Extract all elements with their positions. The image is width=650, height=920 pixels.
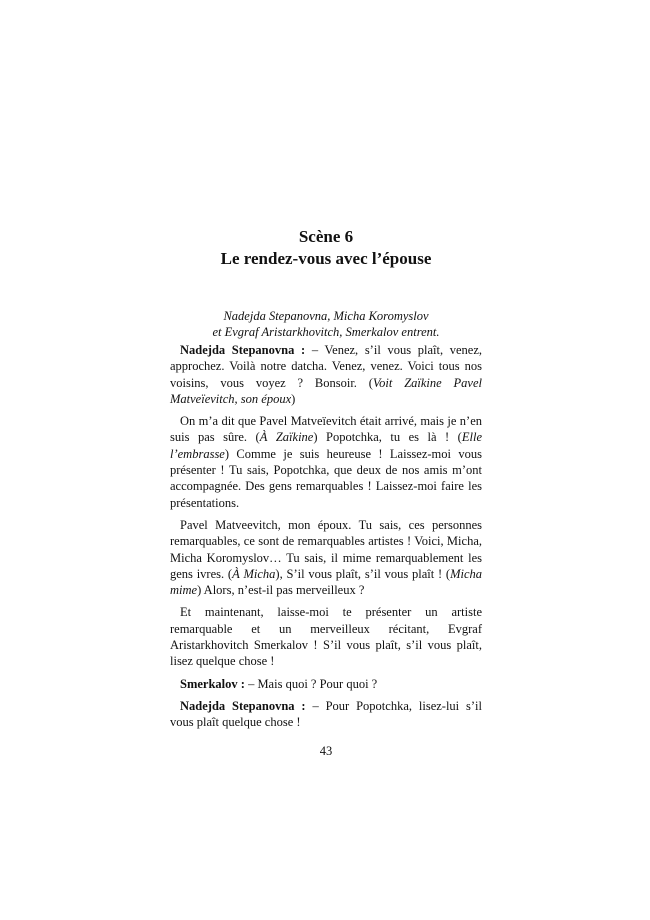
- speaker-name: Nadejda Stepanovna :: [180, 343, 306, 357]
- page-number: 43: [319, 744, 333, 758]
- stage-direction: À Zaïkine: [259, 430, 314, 445]
- stage-direction: Micha mime: [170, 566, 483, 598]
- cast-line-1: Nadejda Stepanovna, Micha Koromyslov: [223, 309, 429, 323]
- stage-direction: Elle l’embrasse: [170, 430, 482, 461]
- scene-number: Scène 6: [298, 227, 354, 246]
- scene-title: Le rendez-vous avec l’épouse: [220, 249, 432, 268]
- dialogue-paragraph: Et maintenant, laisse-moi te présenter un artiste remarquable et un merveilleux récitant, Evgraf Aristarkhovitch Smerkalov ! S’il vous plaît, s’il vous plaît, lisez quelque chose !: [170, 605, 482, 669]
- dialogue-paragraph: Nadejda Stepanovna : – Pour Popotchka, lisez-lui s’il vous plaît quelque chose !: [170, 698, 483, 730]
- cast-line-2: et Evgraf Aristarkhovitch, Smerkalov entrent.: [212, 325, 440, 339]
- scene-heading: [170, 226, 482, 270]
- dialogue-paragraph: On m’a dit que Pavel Matveïevitch était arrivé, mais je n’en suis pas sûre. (À Zaïkine) Popotchka, tu es là ! (Elle l’embrasse) Comme je suis heureuse ! Laissez-moi vous présenter ! Tu sais, Popotchka, que deux de nos amis m’ont accompagnée. Des gens remarquables ! Laissez-moi faire les présentations.: [170, 414, 482, 510]
- dialogue-paragraph: Smerkalov : – Mais quoi ? Pour quoi ?: [180, 676, 378, 691]
- dialogue-paragraph: Nadejda Stepanovna : – Venez, s’il vous plaît, venez, approchez. Voilà notre datcha. Venez, venez. Voici tous nos voisins, vous voyez ? Bonsoir. (Voit Zaïkine Pavel Matveïevitch, son époux): [170, 343, 483, 406]
- stage-direction-cast: [170, 308, 482, 340]
- stage-direction: À Micha: [232, 566, 276, 581]
- dialogue-body: [170, 342, 482, 737]
- stage-direction: Voit Zaïkine Pavel Matveïevitch, son époux: [170, 375, 482, 406]
- dialogue-paragraph: Pavel Matveevitch, mon époux. Tu sais, ces personnes remarquables, ce sont de remarquables artistes ! Voici, Micha, Micha Koromyslov… Tu sais, il mime remarquablement les gens ivres. (À Micha), S’il vous plaît, s’il vous plaît ! (Micha mime) Alors, n’est-il pas merveilleux ?: [170, 517, 483, 598]
- speaker-name: Smerkalov :: [180, 676, 245, 691]
- speaker-name: Nadejda Stepanovna :: [180, 698, 306, 713]
